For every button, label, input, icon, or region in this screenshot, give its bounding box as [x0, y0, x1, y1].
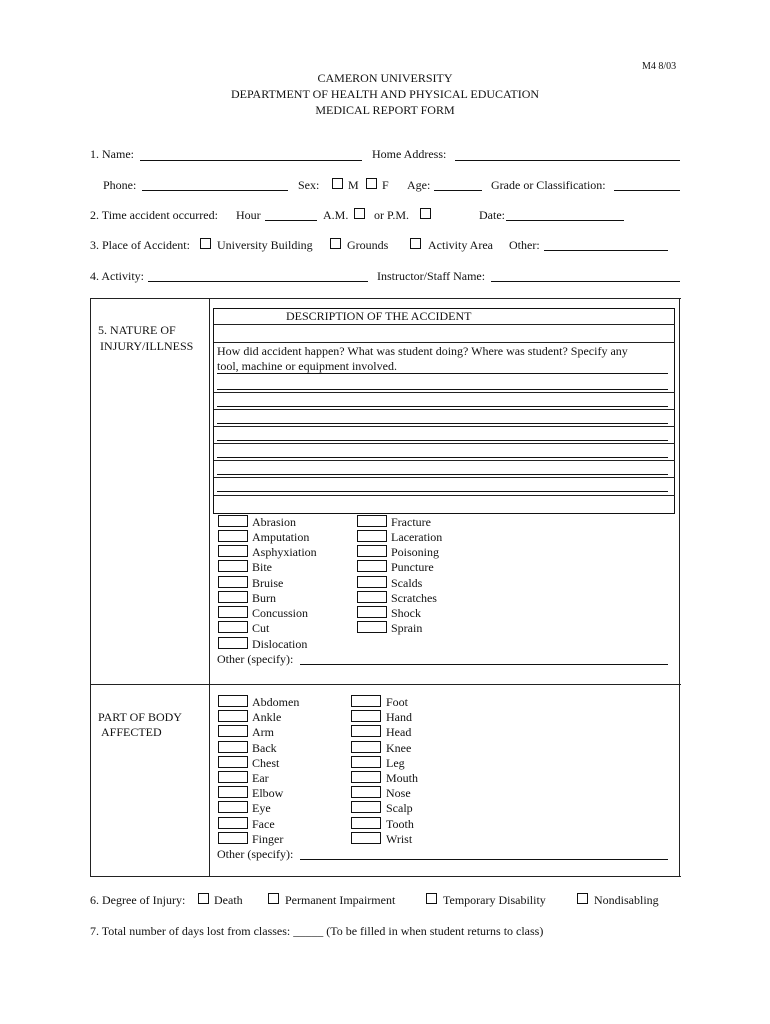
body-other-label: Other (specify):	[217, 847, 294, 861]
degree-permanent-checkbox[interactable]	[268, 893, 279, 904]
description-divider	[214, 477, 675, 478]
table-bottom-border	[90, 876, 681, 877]
description-divider	[214, 426, 675, 427]
body-part-label: Back	[252, 741, 277, 755]
injury-sprain-checkbox[interactable]	[357, 621, 387, 633]
injury-label: Fracture	[391, 515, 431, 529]
injury-scalds-checkbox[interactable]	[357, 576, 387, 588]
description-divider	[214, 409, 675, 410]
injury-bruise-checkbox[interactable]	[218, 576, 248, 588]
injury-burn-checkbox[interactable]	[218, 591, 248, 603]
degree-label: 6. Degree of Injury:	[90, 893, 186, 907]
body-part-label: Nose	[386, 786, 411, 800]
nature-label-2: INJURY/ILLNESS	[100, 339, 194, 353]
description-line[interactable]	[217, 474, 668, 475]
injury-other-label: Other (specify):	[217, 652, 294, 666]
place-label: 3. Place of Accident:	[90, 238, 190, 252]
home-address-label: Home Address:	[372, 147, 447, 161]
degree-nondisabling-checkbox[interactable]	[577, 893, 588, 904]
injury-label: Puncture	[391, 560, 434, 574]
injury-puncture-checkbox[interactable]	[357, 560, 387, 572]
description-title: DESCRIPTION OF THE ACCIDENT	[286, 309, 472, 323]
hour-label: Hour	[236, 208, 261, 222]
table-left-border	[90, 298, 91, 876]
description-box[interactable]	[213, 308, 675, 514]
grade-label: Grade or Classification:	[491, 178, 606, 192]
phone-field[interactable]	[142, 190, 288, 191]
place-option-label: University Building	[217, 238, 313, 252]
form-code: M4 8/03	[642, 61, 677, 72]
injury-other-field[interactable]	[300, 664, 668, 665]
body-part-label: Ankle	[252, 710, 282, 724]
body-part-label: Abdomen	[252, 695, 300, 709]
table-right-border	[679, 298, 680, 876]
body-nose-checkbox[interactable]	[351, 786, 381, 798]
description-line[interactable]	[217, 373, 668, 374]
date-label: Date:	[479, 208, 505, 222]
table-middle-border	[90, 684, 681, 685]
age-label: Age:	[407, 178, 431, 192]
home-address-field[interactable]	[455, 160, 680, 161]
description-line[interactable]	[217, 457, 668, 458]
table-column-divider	[209, 298, 210, 876]
sex-label: Sex:	[298, 178, 320, 192]
place-option-label: Grounds	[347, 238, 389, 252]
injury-amputation-checkbox[interactable]	[218, 530, 248, 542]
am-label: A.M.	[323, 208, 349, 222]
injury-abrasion-checkbox[interactable]	[218, 515, 248, 527]
pm-label: or P.M.	[374, 208, 410, 222]
instructor-label: Instructor/Staff Name:	[377, 269, 486, 283]
body-part-label: Hand	[386, 710, 412, 724]
injury-label: Abrasion	[252, 515, 296, 529]
body-finger-checkbox[interactable]	[218, 832, 248, 844]
body-part-label: Elbow	[252, 786, 284, 800]
body-other-field[interactable]	[300, 859, 668, 860]
place-other-label: Other:	[509, 238, 540, 252]
body-ankle-checkbox[interactable]	[218, 710, 248, 722]
description-divider	[214, 495, 675, 496]
injury-label: Bruise	[252, 576, 284, 590]
page-title: MEDICAL REPORT FORM	[315, 103, 455, 117]
description-divider	[214, 392, 675, 393]
body-face-checkbox[interactable]	[218, 817, 248, 829]
activity-field[interactable]	[148, 281, 368, 282]
activity-label: 4. Activity:	[90, 269, 144, 283]
degree-option-label: Death	[214, 893, 243, 907]
description-line[interactable]	[217, 423, 668, 424]
name-field[interactable]	[140, 160, 362, 161]
body-chest-checkbox[interactable]	[218, 756, 248, 768]
sex-female-label: F	[382, 178, 389, 192]
description-line[interactable]	[217, 440, 668, 441]
sex-male-label: M	[348, 178, 359, 192]
injury-label: Scalds	[391, 576, 423, 590]
place-university-building-checkbox[interactable]	[200, 238, 211, 249]
body-leg-checkbox[interactable]	[351, 756, 381, 768]
body-back-checkbox[interactable]	[218, 741, 248, 753]
body-part-label: Head	[386, 725, 412, 739]
injury-scratches-checkbox[interactable]	[357, 591, 387, 603]
injury-label: Poisoning	[391, 545, 440, 559]
body-part-label: Mouth	[386, 771, 419, 785]
hour-field[interactable]	[265, 220, 317, 221]
body-part-label: Knee	[386, 741, 412, 755]
description-question: How did accident happen? What was student doing? Where was student? Specify any	[217, 344, 628, 358]
body-part-label: Arm	[252, 725, 274, 739]
injury-label: Laceration	[391, 530, 443, 544]
place-activity-area-checkbox[interactable]	[410, 238, 421, 249]
degree-option-label: Nondisabling	[594, 893, 659, 907]
body-label: PART OF BODY	[98, 710, 182, 724]
description-question-2: tool, machine or equipment involved.	[217, 359, 397, 373]
body-tooth-checkbox[interactable]	[351, 817, 381, 829]
body-part-label: Foot	[386, 695, 409, 709]
body-mouth-checkbox[interactable]	[351, 771, 381, 783]
body-scalp-checkbox[interactable]	[351, 801, 381, 813]
body-part-label: Face	[252, 817, 275, 831]
injury-label: Asphyxiation	[252, 545, 317, 559]
injury-bite-checkbox[interactable]	[218, 560, 248, 572]
body-label-2: AFFECTED	[101, 725, 162, 739]
injury-poisoning-checkbox[interactable]	[357, 545, 387, 557]
description-line[interactable]	[217, 406, 668, 407]
body-foot-checkbox[interactable]	[351, 695, 381, 707]
injury-label: Scratches	[391, 591, 437, 605]
injury-shock-checkbox[interactable]	[357, 606, 387, 618]
degree-death-checkbox[interactable]	[198, 893, 209, 904]
description-line[interactable]	[217, 491, 668, 492]
body-ear-checkbox[interactable]	[218, 771, 248, 783]
body-part-label: Tooth	[386, 817, 414, 831]
body-part-label: Wrist	[386, 832, 413, 846]
instructor-field[interactable]	[491, 281, 680, 282]
body-arm-checkbox[interactable]	[218, 725, 248, 737]
description-divider	[214, 460, 675, 461]
place-other-field[interactable]	[544, 250, 668, 251]
injury-concussion-checkbox[interactable]	[218, 606, 248, 618]
phone-label: Phone:	[103, 178, 137, 192]
place-grounds-checkbox[interactable]	[330, 238, 341, 249]
body-elbow-checkbox[interactable]	[218, 786, 248, 798]
place-option-label: Activity Area	[428, 238, 493, 252]
body-knee-checkbox[interactable]	[351, 741, 381, 753]
body-part-label: Scalp	[386, 801, 413, 815]
body-part-label: Ear	[252, 771, 269, 785]
pm-checkbox[interactable]	[420, 208, 431, 219]
name-label: 1. Name:	[90, 147, 134, 161]
body-wrist-checkbox[interactable]	[351, 832, 381, 844]
description-divider	[214, 443, 675, 444]
injury-label: Shock	[391, 606, 421, 620]
am-checkbox[interactable]	[354, 208, 365, 219]
body-hand-checkbox[interactable]	[351, 710, 381, 722]
body-head-checkbox[interactable]	[351, 725, 381, 737]
injury-fracture-checkbox[interactable]	[357, 515, 387, 527]
injury-dislocation-checkbox[interactable]	[218, 637, 248, 649]
injury-label: Dislocation	[252, 637, 308, 651]
header-line-2: DEPARTMENT OF HEALTH AND PHYSICAL EDUCATION	[230, 87, 540, 101]
body-eye-checkbox[interactable]	[218, 801, 248, 813]
degree-temporary-checkbox[interactable]	[426, 893, 437, 904]
degree-option-label: Temporary Disability	[443, 893, 546, 907]
date-field[interactable]	[506, 220, 624, 221]
injury-cut-checkbox[interactable]	[218, 621, 248, 633]
injury-laceration-checkbox[interactable]	[357, 530, 387, 542]
body-part-label: Chest	[252, 756, 280, 770]
description-line[interactable]	[217, 389, 668, 390]
grade-field[interactable]	[614, 190, 680, 191]
table-top-border	[90, 298, 681, 299]
injury-label: Amputation	[252, 530, 310, 544]
description-divider	[214, 324, 675, 325]
body-part-label: Leg	[386, 756, 405, 770]
sex-male-checkbox[interactable]	[332, 178, 343, 189]
injury-label: Burn	[252, 591, 276, 605]
injury-label: Sprain	[391, 621, 423, 635]
header-line-1: CAMERON UNIVERSITY	[317, 71, 453, 85]
time-occurred-label: 2. Time accident occurred:	[90, 208, 218, 222]
body-part-label: Finger	[252, 832, 284, 846]
body-part-label: Eye	[252, 801, 271, 815]
injury-label: Concussion	[252, 606, 309, 620]
injury-label: Bite	[252, 560, 272, 574]
nature-label: 5. NATURE OF	[98, 323, 176, 337]
days-lost-label: 7. Total number of days lost from classes: _____ (To be filled in when student returns to class)	[90, 924, 544, 938]
body-abdomen-checkbox[interactable]	[218, 695, 248, 707]
injury-asphyxiation-checkbox[interactable]	[218, 545, 248, 557]
age-field[interactable]	[434, 190, 482, 191]
degree-option-label: Permanent Impairment	[285, 893, 396, 907]
injury-label: Cut	[252, 621, 270, 635]
description-divider	[214, 342, 675, 343]
sex-female-checkbox[interactable]	[366, 178, 377, 189]
